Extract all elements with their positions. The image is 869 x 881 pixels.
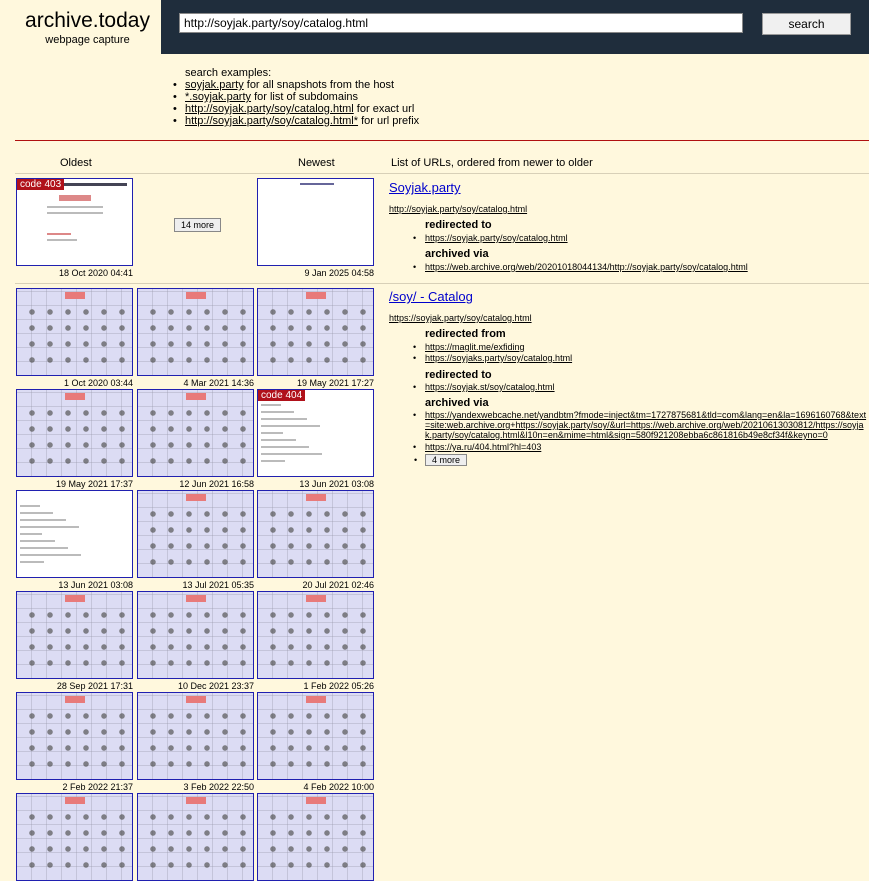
search-bar — [161, 0, 869, 54]
page-title-link[interactable]: /soy/ - Catalog — [389, 289, 473, 304]
column-url-list: List of URLs, ordered from newer to older — [391, 157, 593, 169]
snapshot-date: 28 Sep 2021 17:31 — [56, 681, 133, 691]
archived-via-link[interactable]: • https://web.archive.org/web/20201018044134/http://soyjak.party/soy/catalog.html — [425, 262, 748, 272]
snapshot-date: 4 Feb 2022 10:00 — [303, 782, 374, 792]
snapshot-thumbnail[interactable] — [257, 692, 374, 792]
example-desc: for list of subdomains — [251, 91, 359, 103]
snapshot-thumbnail[interactable] — [16, 591, 133, 691]
example-link[interactable]: *.soyjak.party — [185, 91, 252, 103]
search-examples — [185, 67, 419, 127]
archived-via-label: archived via — [425, 397, 489, 409]
snapshot-thumbnail[interactable] — [137, 490, 254, 590]
snapshot-thumbnail[interactable] — [257, 288, 374, 388]
divider — [15, 283, 869, 284]
snapshot-date: 1 Feb 2022 05:26 — [303, 681, 374, 691]
example-item — [185, 91, 419, 103]
example-item — [185, 103, 419, 115]
snapshot-thumbnail[interactable] — [16, 288, 133, 388]
redirect-link[interactable]: • https://soyjak.party/soy/catalog.html — [425, 233, 568, 243]
snapshot-thumbnail[interactable] — [16, 692, 133, 792]
snapshot-thumbnail[interactable] — [257, 178, 374, 278]
redirected-to-label: redirected to — [425, 219, 492, 231]
example-link[interactable]: http://soyjak.party/soy/catalog.html — [185, 103, 354, 115]
redirect-link[interactable]: • https://soyjaks.party/soy/catalog.html — [425, 353, 572, 363]
redirected-to-label: redirected to — [425, 369, 492, 381]
examples-heading: search examples: — [185, 67, 272, 79]
snapshot-thumbnail[interactable] — [137, 591, 254, 691]
status-badge: code 403 — [17, 179, 64, 190]
redirect-link[interactable]: • https://maglit.me/exfiding — [425, 342, 525, 352]
column-newest: Newest — [298, 157, 335, 169]
snapshot-thumbnail[interactable] — [137, 793, 254, 881]
example-desc: for all snapshots from the host — [243, 79, 395, 91]
snapshot-date: 19 May 2021 17:27 — [296, 378, 374, 388]
snapshot-date: 3 Feb 2022 22:50 — [183, 782, 254, 792]
search-button[interactable]: search — [762, 13, 851, 35]
more-snapshots-button[interactable]: 14 more — [174, 218, 221, 232]
snapshot-thumbnail[interactable] — [257, 591, 374, 691]
logo[interactable] — [0, 0, 175, 54]
url-input[interactable] — [179, 13, 743, 33]
snapshot-date: 12 Jun 2021 16:58 — [179, 479, 254, 489]
archived-via-link[interactable]: • https://yandexwebcache.net/yandbtm?fmode=inject&tm=1727875681&tld=com&lang=en&la=1696160768&text=site:web.archive.org+https://soyjak.party/soy/&url=https://web.archive.org/web/20210613030812/https://soyjak.party/soy/catalog.html&l10n=en&mime=html&sign=580f921208ebba6c861816b49e8cf34f&keyno=0 — [425, 410, 867, 440]
snapshot-date: 10 Dec 2021 23:37 — [177, 681, 254, 691]
divider — [15, 173, 869, 174]
snapshot-thumbnail[interactable] — [137, 389, 254, 489]
status-badge: code 404 — [258, 390, 305, 401]
snapshot-thumbnail[interactable] — [16, 389, 133, 489]
snapshot-date: 13 Jun 2021 03:08 — [299, 479, 374, 489]
divider — [15, 140, 869, 141]
snapshot-date: 2 Feb 2022 21:37 — [62, 782, 133, 792]
example-item — [185, 115, 419, 127]
archived-via-label: archived via — [425, 248, 489, 260]
page-url-link[interactable]: http://soyjak.party/soy/catalog.html — [389, 204, 528, 214]
archived-via-link[interactable]: • https://ya.ru/404.html?hl=403 — [425, 442, 541, 452]
snapshot-date: 20 Jul 2021 02:46 — [302, 580, 374, 590]
snapshot-thumbnail[interactable] — [257, 793, 374, 881]
snapshot-thumbnail[interactable] — [137, 288, 254, 388]
snapshot-thumbnail[interactable] — [137, 692, 254, 792]
snapshot-thumbnail[interactable] — [257, 389, 374, 489]
snapshot-thumbnail[interactable] — [16, 490, 133, 590]
snapshot-date: 13 Jul 2021 05:35 — [182, 580, 254, 590]
snapshot-thumbnail[interactable] — [16, 178, 133, 278]
example-item — [185, 79, 419, 91]
snapshot-date: 13 Jun 2021 03:08 — [58, 580, 133, 590]
example-link[interactable]: soyjak.party — [185, 79, 244, 91]
snapshot-thumbnail[interactable] — [257, 490, 374, 590]
snapshot-date: 4 Mar 2021 14:36 — [183, 378, 254, 388]
snapshot-date: 9 Jan 2025 04:58 — [304, 268, 374, 278]
snapshot-date: 18 Oct 2020 04:41 — [58, 268, 133, 278]
example-desc: for exact url — [353, 103, 415, 115]
logo-subtitle: webpage capture — [45, 34, 130, 46]
page-title-link[interactable]: Soyjak.party — [389, 180, 461, 195]
logo-title: archive.today — [25, 9, 150, 32]
page-url-link[interactable]: https://soyjak.party/soy/catalog.html — [389, 313, 532, 323]
example-desc: for url prefix — [358, 115, 420, 127]
snapshot-thumbnail[interactable] — [16, 793, 133, 881]
redirect-link[interactable]: • https://soyjak.st/soy/catalog.html — [425, 382, 555, 392]
more-links-button[interactable]: • 4 more — [425, 454, 467, 466]
snapshot-date: 19 May 2021 17:37 — [55, 479, 133, 489]
redirected-from-label: redirected from — [425, 328, 506, 340]
column-oldest: Oldest — [60, 157, 92, 169]
example-link[interactable]: http://soyjak.party/soy/catalog.html* — [185, 115, 359, 127]
snapshot-date: 1 Oct 2020 03:44 — [63, 378, 133, 388]
